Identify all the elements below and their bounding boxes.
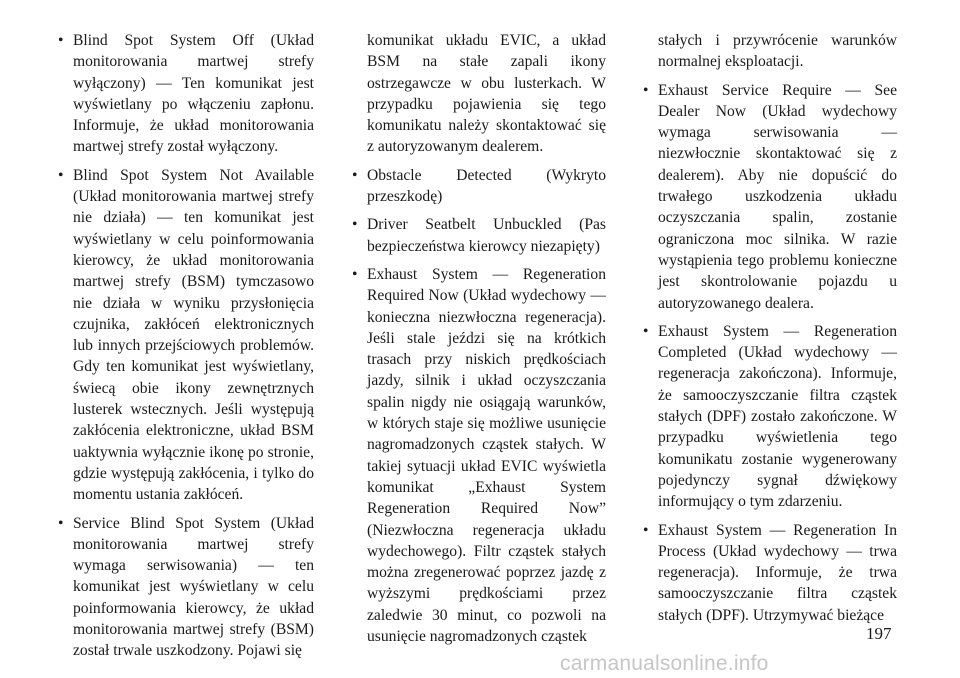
list-item: • Exhaust System — Regeneration Completed (Układ wydechowy — regeneracja zakończona). Informuje, że samooczyszczanie filtra cząstek stałych (DPF) zostało zakończone. W przypadku wyświetlenia tego komunikatu zostanie wygenerowany pojedynczy sygnał dźwiękowy informujący o tym zdarzeniu. bbox=[637, 321, 897, 513]
continuation-text: komunikat układu EVIC, a układ BSM na stałe zapali ikony ostrzegawcze w obu lusterkach. W przypadku pojawienia się tego komunikatu należy skontaktować się z autoryzowanym dealerem. bbox=[367, 32, 606, 156]
column-left bbox=[52, 30, 314, 669]
list-item: • Exhaust System — Regeneration In Process (Układ wydechowy — trwa regeneracja). Informuje, że trwa samooczyszczanie filtra cząstek stałych (DPF). Utrzymywać bieżące bbox=[637, 520, 897, 626]
list-item: • Exhaust System — Regeneration Required Now (Układ wydechowy — konieczna niezwłoczna regeneracja). Jeśli stale jeździ się na krótkich trasach przy niskich prędkościach jazdy, silnik i układ oczyszczania spalin nigdy nie osiągają warunków, w których staje się możliwe usunięcie nagromadzonych cząstek stałych. W takiej sytuacji układ EVIC wyświetla komunikat „Exhaust System Regeneration Required Now” (Niezwłoczna regeneracja układu wydechowego). Filtr cząstek stałych można zregenerować poprzez jazdę z wyższymi prędkościami przez zaledwie 30 minut, co pozwoli na usunięcie nagromadzonych cząstek bbox=[346, 264, 606, 647]
continuation-text: stałych i przywrócenie warunków normalnej eksploatacji. bbox=[658, 32, 897, 71]
page-number: 197 bbox=[866, 624, 892, 643]
bullet-list bbox=[346, 165, 606, 648]
list-item: • Obstacle Detected (Wykryto przeszkodę) bbox=[346, 165, 606, 208]
list-item: • Blind Spot System Not Available (Układ monitorowania martwej strefy nie działa) — ten komunikat jest wyświetlany w celu poinformowania kierowcy, że układ monitorowania martwej strefy (BSM) tymczasowo nie działa w wyniku przysłonięcia czujnika, zakłóceń elektronicznych lub innych przejściowych problemów. Gdy ten komunikat jest wyświetlany, świecą obie ikony zewnętrznych lusterek wstecznych. Jeśli występują zakłócenia elektroniczne, układ BSM uaktywnia wyłącznie ikonę po stronie, gdzie występują zakłócenia, i tylko do momentu ustania zakłóceń. bbox=[52, 165, 314, 506]
list-item: • Exhaust Service Require — See Dealer Now (Układ wydechowy wymaga serwisowania — niezwłocznie skontaktować się z dealerem). Aby nie dopuścić do trwałego uszkodzenia układu oczyszczania spalin, zostanie ograniczona moc silnika. W razie wystąpienia tego problemu konieczne jest skontrolowanie pojazdu u autoryzowanego dealera. bbox=[637, 80, 897, 314]
watermark-text: carmanualsonline.info bbox=[560, 652, 769, 675]
column-middle bbox=[346, 30, 606, 654]
list-item: • Blind Spot System Off (Układ monitorowania martwej strefy wyłączony) — Ten komunikat jest wyświetlany po włączeniu zapłonu. Informuje, że układ monitorowania martwej strefy został wyłączony. bbox=[52, 30, 314, 158]
bullet-list bbox=[637, 80, 897, 626]
list-item: • Service Blind Spot System (Układ monitorowania martwej strefy wymaga serwisowania) — ten komunikat jest wyświetlany w celu poinformowania kierowcy, że układ monitorowania martwej strefy (BSM) został trwale uszkodzony. Pojawi się bbox=[52, 513, 314, 662]
bullet-list bbox=[52, 30, 314, 662]
column-right bbox=[637, 30, 897, 633]
list-item: • Driver Seatbelt Unbuckled (Pas bezpieczeństwa kierowcy niezapięty) bbox=[346, 214, 606, 257]
